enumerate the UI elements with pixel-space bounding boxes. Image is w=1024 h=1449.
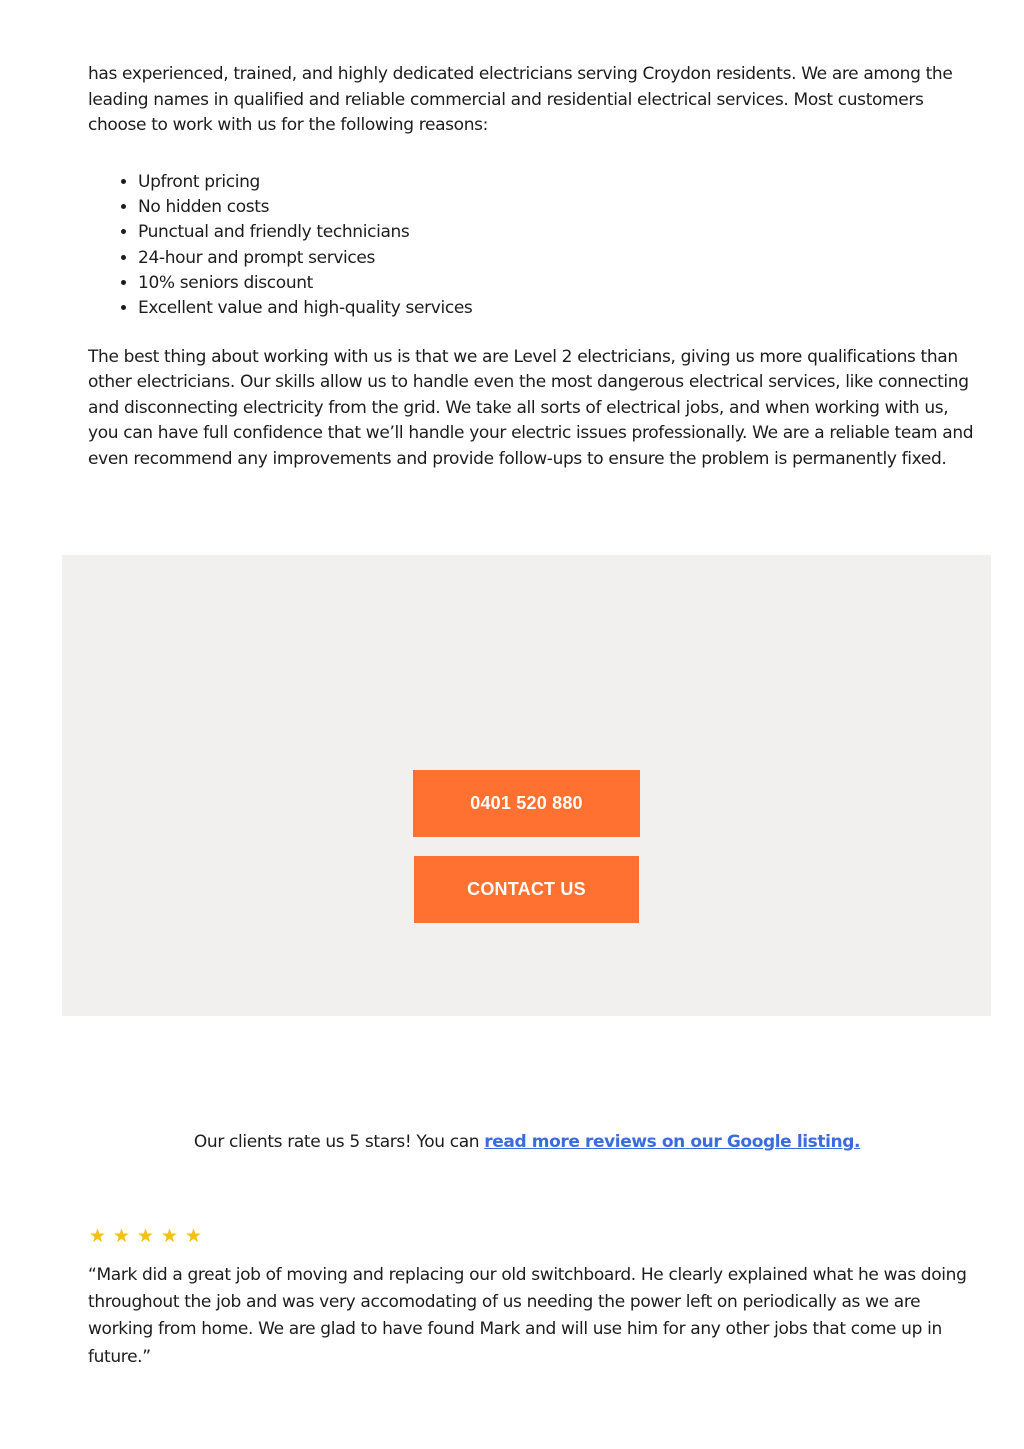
- body-paragraph: The best thing about working with us is that we are Level 2 electricians, giving us more qualifications than other electricians. Our skills allow us to handle even the most dangerous electrical services, like connecting and disconnecting electricity from the grid. We take all sorts of electrical jobs, and when working with us, you can have full confidence that we’ll handle your electric issues professionally. We are a reliable team and even recommend any improvements and provide follow-ups to ensure the problem is permanently fixed.: [88, 347, 974, 469]
- reasons-list: [88, 170, 472, 321]
- cta-panel: [62, 555, 991, 1016]
- intro-paragraph: has experienced, trained, and highly dedicated electricians serving Croydon residents. We are among the leading names in qualified and reliable commercial and residential electrical services. Most customers choose to work with us for the following reasons:: [88, 64, 953, 135]
- list-item: • Punctual and friendly technicians: [138, 220, 472, 245]
- star-icon: ★: [184, 1225, 203, 1247]
- star-rating: [88, 1224, 203, 1248]
- star-icon: ★: [112, 1225, 131, 1247]
- star-icon: ★: [88, 1225, 107, 1247]
- star-icon: ★: [160, 1225, 179, 1247]
- testimonial-quote: “Mark did a great job of moving and replacing our old switchboard. He clearly explained what he was doing throughout the job and was very accomodating of us needing the power left on periodically as we are working from home. We are glad to have found Mark and will use him for any other jobs that come up in future.”: [88, 1265, 967, 1367]
- google-reviews-link[interactable]: [484, 1132, 860, 1152]
- list-item: • 24-hour and prompt services: [138, 246, 472, 271]
- contact-us-button[interactable]: CONTACT US: [414, 856, 639, 923]
- rating-text: Our clients rate us 5 stars! You can: [193, 1132, 485, 1152]
- list-item: • Excellent value and high-quality services: [138, 296, 472, 321]
- list-item: • 10% seniors discount: [138, 271, 472, 296]
- list-item: • No hidden costs: [138, 195, 472, 220]
- list-item: • Upfront pricing: [138, 170, 472, 195]
- rating-line: [0, 1129, 1024, 1155]
- star-icon: ★: [136, 1225, 155, 1247]
- google-reviews-link-text: read more reviews on our Google listing: [484, 1132, 855, 1152]
- google-reviews-link-period: .: [854, 1132, 861, 1152]
- phone-button[interactable]: 0401 520 880: [413, 770, 640, 837]
